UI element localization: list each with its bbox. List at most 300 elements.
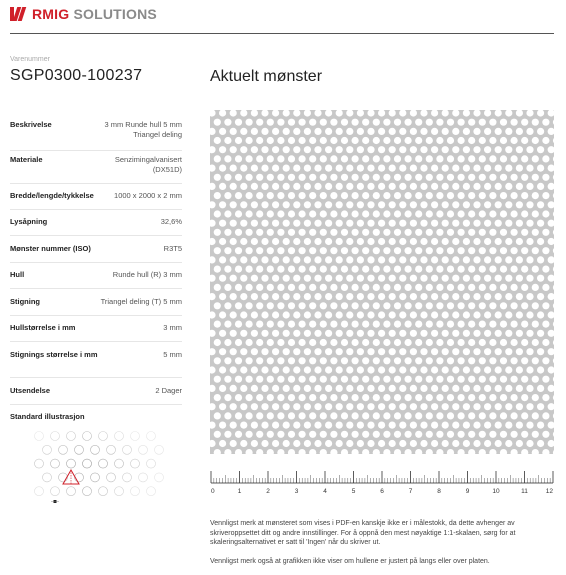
perforation-hole (224, 302, 231, 309)
perforation-hole (426, 266, 433, 273)
perforation-hole (495, 220, 502, 227)
illustration-hole (115, 487, 124, 496)
spec-divider (10, 341, 182, 342)
perforation-hole (261, 275, 268, 282)
perforation-hole (304, 146, 311, 153)
perforation-hole (357, 366, 364, 373)
perforation-hole (442, 422, 449, 429)
perforation-hole (405, 376, 412, 383)
perforation-hole (505, 311, 512, 318)
spec-value: 5 mm (163, 350, 182, 359)
perforation-hole (272, 146, 279, 153)
perforation-hole (235, 119, 242, 126)
perforation-hole (526, 366, 533, 373)
perforation-hole (479, 376, 486, 383)
perforation-hole (293, 201, 300, 208)
perforation-hole (267, 229, 274, 236)
perforation-hole (511, 431, 518, 438)
perforation-hole (542, 155, 549, 162)
perforation-hole (230, 440, 237, 447)
perforation-hole (394, 449, 401, 454)
perforation-hole (330, 376, 337, 383)
perforation-hole (378, 311, 385, 318)
spec-divider (10, 262, 182, 263)
perforation-hole (516, 128, 523, 135)
perforation-hole (210, 311, 216, 318)
spec-value: Triangel deling (T) 5 mm (100, 297, 182, 306)
perforation-hole (256, 394, 263, 401)
perforation-hole (389, 238, 396, 245)
perforation-hole (468, 155, 475, 162)
perforation-hole (352, 155, 359, 162)
perforation-hole (330, 119, 337, 126)
perforation-hole (420, 220, 427, 227)
perforation-hole (505, 201, 512, 208)
perforation-hole (235, 155, 242, 162)
perforation-hole (219, 238, 226, 245)
perforation-hole (320, 412, 327, 419)
illustration-hole (107, 445, 116, 454)
perforation-hole (267, 210, 274, 217)
perforation-hole (261, 330, 268, 337)
perforation-hole (489, 321, 496, 328)
perforation-hole (548, 183, 554, 190)
spec-key: Utsendelse (10, 386, 51, 395)
perforation-hole (468, 412, 475, 419)
perforation-hole (277, 376, 284, 383)
perforation-hole (378, 330, 385, 337)
perforation-hole (458, 376, 465, 383)
perforation-hole (399, 366, 406, 373)
perforation-hole (299, 376, 306, 383)
perforation-hole (261, 220, 268, 227)
perforation-hole (357, 256, 364, 263)
perforation-hole (277, 192, 284, 199)
perforation-hole (431, 422, 438, 429)
perforation-hole (288, 229, 295, 236)
perforation-hole (399, 311, 406, 318)
perforation-hole (532, 357, 539, 364)
perforation-hole (495, 128, 502, 135)
perforation-hole (436, 339, 443, 346)
perforation-hole (251, 256, 258, 263)
perforation-hole (267, 284, 274, 291)
perforation-hole (277, 412, 284, 419)
perforation-hole (373, 210, 380, 217)
perforation-hole (272, 165, 279, 172)
perforation-hole (394, 394, 401, 401)
perforation-hole (473, 440, 480, 447)
perforation-hole (532, 155, 539, 162)
perforation-hole (532, 376, 539, 383)
perforation-hole (325, 403, 332, 410)
perforation-hole (458, 321, 465, 328)
perforation-hole (256, 266, 263, 273)
perforation-hole (495, 422, 502, 429)
perforation-hole (357, 330, 364, 337)
perforation-hole (309, 449, 316, 454)
perforation-hole (240, 311, 247, 318)
perforation-hole (378, 348, 385, 355)
perforation-hole (299, 174, 306, 181)
perforation-hole (394, 266, 401, 273)
perforation-hole (330, 357, 337, 364)
perforation-hole (230, 366, 237, 373)
perforation-hole (235, 137, 242, 144)
perforation-hole (240, 201, 247, 208)
perforation-hole (246, 247, 253, 254)
perforation-hole (553, 155, 554, 162)
perforation-hole (256, 339, 263, 346)
perforation-hole (479, 431, 486, 438)
perforation-hole (367, 220, 374, 227)
perforation-hole (357, 311, 364, 318)
perforation-hole (320, 394, 327, 401)
perforation-hole (256, 192, 263, 199)
perforation-hole (320, 302, 327, 309)
perforation-hole (473, 385, 480, 392)
perforation-hole (267, 339, 274, 346)
perforation-hole (341, 192, 348, 199)
perforation-hole (352, 284, 359, 291)
perforation-hole (299, 302, 306, 309)
perforation-hole (325, 422, 332, 429)
perforation-hole (415, 321, 422, 328)
perforation-hole (383, 394, 390, 401)
perforation-hole (341, 302, 348, 309)
ruler-label: 1 (237, 488, 242, 495)
perforation-hole (463, 385, 470, 392)
perforation-hole (452, 330, 459, 337)
perforation-hole (526, 348, 533, 355)
perforation-hole (277, 302, 284, 309)
perforation-hole (283, 275, 290, 282)
perforation-hole (219, 348, 226, 355)
perforation-hole (484, 422, 491, 429)
perforation-hole (389, 275, 396, 282)
perforation-hole (410, 422, 417, 429)
perforation-hole (251, 238, 258, 245)
perforation-hole (521, 174, 528, 181)
perforation-hole (405, 210, 412, 217)
perforation-hole (410, 293, 417, 300)
perforation-hole (210, 220, 216, 227)
perforation-hole (473, 220, 480, 227)
perforation-hole (251, 146, 258, 153)
perforation-hole (548, 256, 554, 263)
perforation-hole (436, 137, 443, 144)
perforation-hole (431, 385, 438, 392)
perforation-hole (542, 174, 549, 181)
perforation-hole (542, 192, 549, 199)
perforation-hole (336, 256, 343, 263)
perforation-hole (458, 155, 465, 162)
perforation-hole (373, 192, 380, 199)
perforation-hole (553, 284, 554, 291)
perforation-hole (405, 449, 412, 454)
perforation-hole (426, 210, 433, 217)
perforation-hole (336, 165, 343, 172)
perforation-hole (293, 311, 300, 318)
perforation-hole (489, 412, 496, 419)
perforation-hole (458, 412, 465, 419)
perforation-hole (330, 394, 337, 401)
perforation-hole (484, 110, 491, 117)
perforation-hole (367, 311, 374, 318)
perforation-hole (442, 330, 449, 337)
perforation-hole (235, 394, 242, 401)
perforation-hole (410, 146, 417, 153)
perforation-hole (325, 165, 332, 172)
perforation-hole (336, 293, 343, 300)
perforation-hole (283, 348, 290, 355)
perforation-hole (330, 192, 337, 199)
perforation-hole (240, 165, 247, 172)
perforation-hole (246, 266, 253, 273)
perforation-hole (240, 293, 247, 300)
perforation-hole (235, 321, 242, 328)
perforation-hole (293, 330, 300, 337)
perforation-hole (325, 311, 332, 318)
perforation-hole (394, 229, 401, 236)
perforation-hole (410, 385, 417, 392)
perforation-hole (224, 210, 231, 217)
perforation-hole (463, 238, 470, 245)
perforation-hole (495, 348, 502, 355)
perforation-hole (230, 146, 237, 153)
perforation-hole (521, 321, 528, 328)
perforation-hole (346, 183, 353, 190)
perforation-hole (246, 302, 253, 309)
perforation-hole (261, 128, 268, 135)
perforation-hole (346, 256, 353, 263)
perforation-hole (272, 440, 279, 447)
perforation-hole (214, 192, 221, 199)
perforation-hole (458, 266, 465, 273)
perforation-hole (479, 119, 486, 126)
perforation-hole (378, 183, 385, 190)
perforation-hole (484, 366, 491, 373)
perforation-hole (516, 348, 523, 355)
perforation-hole (537, 403, 544, 410)
perforation-hole (405, 412, 412, 419)
perforation-hole (405, 302, 412, 309)
perforation-hole (463, 165, 470, 172)
perforation-hole (224, 137, 231, 144)
perforation-hole (537, 165, 544, 172)
perforation-hole (526, 330, 533, 337)
perforation-hole (362, 119, 369, 126)
perforation-hole (415, 119, 422, 126)
perforation-hole (283, 422, 290, 429)
perforation-hole (325, 183, 332, 190)
perforation-hole (325, 385, 332, 392)
perforation-hole (383, 302, 390, 309)
perforation-hole (362, 412, 369, 419)
perforation-hole (261, 110, 268, 117)
perforation-hole (542, 119, 549, 126)
perforation-hole (473, 330, 480, 337)
perforation-hole (389, 201, 396, 208)
perforation-hole (267, 174, 274, 181)
perforation-hole (320, 137, 327, 144)
perforation-hole (452, 128, 459, 135)
perforation-hole (526, 256, 533, 263)
perforation-hole (500, 412, 507, 419)
perforation-hole (325, 293, 332, 300)
illustration-hole (99, 432, 108, 441)
perforation-hole (431, 330, 438, 337)
perforation-hole (224, 229, 231, 236)
perforation-hole (230, 220, 237, 227)
brand-name-primary: RMIG (32, 6, 70, 22)
perforation-hole (362, 137, 369, 144)
perforation-hole (373, 431, 380, 438)
perforation-hole (532, 321, 539, 328)
perforation-hole (267, 376, 274, 383)
perforation-hole (210, 440, 216, 447)
illustration-hole (91, 473, 100, 482)
perforation-hole (420, 403, 427, 410)
perforation-hole (336, 422, 343, 429)
perforation-hole (389, 330, 396, 337)
ruler-label: 5 (351, 488, 356, 495)
perforation-hole (436, 247, 443, 254)
perforation-hole (463, 348, 470, 355)
perforation-hole (214, 247, 221, 254)
perforation-hole (357, 238, 364, 245)
perforation-hole (420, 385, 427, 392)
alignment-note: Vennligst merk også at grafikken ikke viser om hullene er justert på langs eller over platen. (210, 558, 490, 565)
perforation-hole (288, 284, 295, 291)
perforation-hole (346, 293, 353, 300)
perforation-hole (500, 284, 507, 291)
perforation-hole (362, 449, 369, 454)
perforation-hole (346, 165, 353, 172)
perforation-hole (537, 385, 544, 392)
perforation-hole (399, 348, 406, 355)
perforation-hole (341, 357, 348, 364)
illustration-hole (131, 432, 140, 441)
perforation-hole (532, 449, 539, 454)
perforation-hole (272, 256, 279, 263)
perforation-hole (341, 247, 348, 254)
perforation-hole (505, 366, 512, 373)
perforation-hole (383, 376, 390, 383)
perforation-hole (277, 229, 284, 236)
perforation-hole (367, 348, 374, 355)
perforation-hole (511, 321, 518, 328)
perforation-hole (452, 201, 459, 208)
perforation-hole (431, 128, 438, 135)
perforation-hole (336, 183, 343, 190)
perforation-hole (426, 229, 433, 236)
brand-logo[interactable] (10, 6, 157, 22)
perforation-hole (346, 220, 353, 227)
perforation-hole (210, 238, 216, 245)
perforation-hole (484, 403, 491, 410)
perforation-hole (288, 321, 295, 328)
perforation-hole (500, 247, 507, 254)
perforation-hole (511, 137, 518, 144)
perforation-hole (373, 339, 380, 346)
perforation-hole (484, 348, 491, 355)
perforation-hole (516, 165, 523, 172)
perforation-hole (537, 440, 544, 447)
spec-value: Runde hull (R) 3 mm (112, 270, 182, 279)
perforation-hole (256, 321, 263, 328)
perforation-hole (473, 311, 480, 318)
perforation-hole (341, 229, 348, 236)
perforation-hole (463, 275, 470, 282)
perforation-hole (447, 431, 454, 438)
perforation-hole (420, 201, 427, 208)
perforation-hole (553, 266, 554, 273)
perforation-hole (526, 146, 533, 153)
perforation-hole (516, 366, 523, 373)
perforation-hole (299, 321, 306, 328)
perforation-hole (431, 403, 438, 410)
perforation-hole (256, 449, 263, 454)
perforation-hole (314, 146, 321, 153)
perforation-hole (415, 247, 422, 254)
perforation-hole (473, 128, 480, 135)
perforation-hole (484, 256, 491, 263)
perforation-hole (320, 174, 327, 181)
perforation-hole (394, 284, 401, 291)
perforation-hole (521, 431, 528, 438)
perforation-hole (463, 422, 470, 429)
perforation-hole (378, 128, 385, 135)
perforation-hole (320, 119, 327, 126)
perforation-hole (378, 275, 385, 282)
perforation-hole (320, 192, 327, 199)
perforation-hole (373, 394, 380, 401)
perforation-hole (436, 321, 443, 328)
perforation-hole (357, 220, 364, 227)
perforation-hole (251, 385, 258, 392)
perforation-hole (537, 238, 544, 245)
perforation-hole (500, 321, 507, 328)
perforation-hole (526, 403, 533, 410)
spec-key: Materiale (10, 155, 43, 164)
perforation-hole (452, 165, 459, 172)
perforation-hole (521, 357, 528, 364)
perforation-hole (283, 183, 290, 190)
perforation-hole (246, 412, 253, 419)
perforation-hole (299, 229, 306, 236)
illustration-hole (83, 487, 92, 496)
perforation-hole (399, 256, 406, 263)
illustration-hole (83, 432, 92, 441)
perforation-hole (288, 412, 295, 419)
perforation-hole (394, 376, 401, 383)
perforation-hole (336, 275, 343, 282)
perforation-hole (389, 183, 396, 190)
perforation-hole (272, 385, 279, 392)
perforation-hole (373, 284, 380, 291)
perforation-hole (367, 256, 374, 263)
perforation-hole (373, 321, 380, 328)
perforation-hole (452, 348, 459, 355)
perforation-pattern (210, 110, 554, 454)
perforation-hole (405, 174, 412, 181)
perforation-hole (299, 449, 306, 454)
perforation-hole (235, 229, 242, 236)
perforation-hole (230, 128, 237, 135)
perforation-hole (341, 210, 348, 217)
perforation-hole (299, 210, 306, 217)
